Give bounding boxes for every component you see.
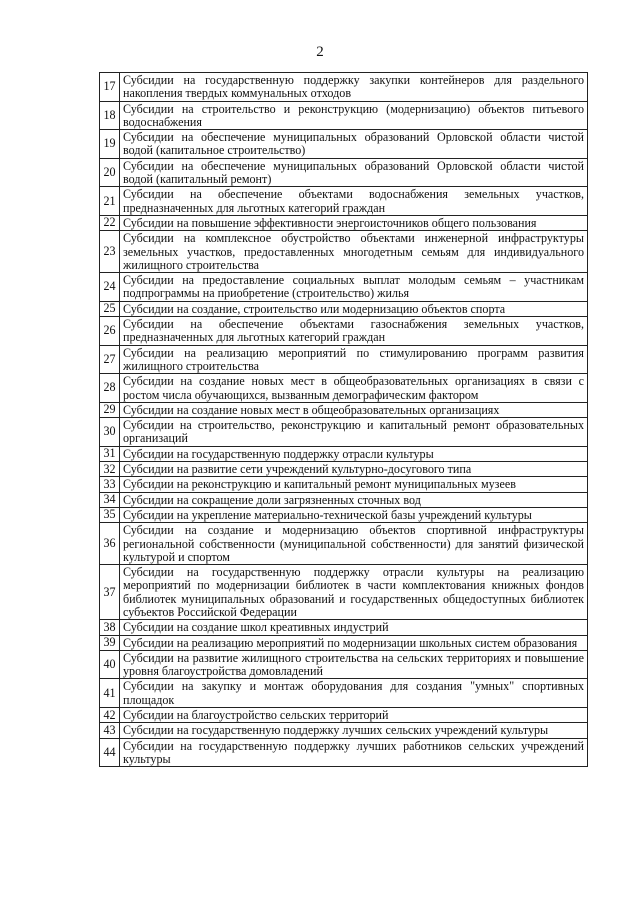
table-row xyxy=(100,738,588,767)
row-description: Субсидии на комплексное обустройство объектами инженерной инфраструктуры земельных участков, предоставленных многодетным семьям для индивидуального жилищного строительства xyxy=(120,231,588,273)
table-row xyxy=(100,301,588,316)
row-number: 38 xyxy=(100,620,120,635)
table-row xyxy=(100,492,588,507)
row-number: 21 xyxy=(100,187,120,216)
row-number: 30 xyxy=(100,418,120,447)
row-description: Субсидии на благоустройство сельских территорий xyxy=(120,708,588,723)
row-description: Субсидии на обеспечение объектами газоснабжения земельных участков, предназначенных для льготных категорий граждан xyxy=(120,317,588,346)
table-row xyxy=(100,130,588,159)
row-description: Субсидии на строительство и реконструкцию (модернизацию) объектов питьевого водоснабжения xyxy=(120,101,588,130)
table-row xyxy=(100,187,588,216)
row-description: Субсидии на создание новых мест в общеобразовательных организациях в связи с ростом числа обучающихся, вызванным демографическим фактором xyxy=(120,374,588,403)
row-description: Субсидии на реконструкцию и капитальный ремонт муниципальных музеев xyxy=(120,477,588,492)
row-number: 27 xyxy=(100,345,120,374)
table-row xyxy=(100,477,588,492)
row-number: 42 xyxy=(100,708,120,723)
row-description: Субсидии на государственную поддержку закупки контейнеров для раздельного накопления твердых коммунальных отходов xyxy=(120,73,588,102)
table-row xyxy=(100,620,588,635)
table-row xyxy=(100,374,588,403)
row-number: 19 xyxy=(100,130,120,159)
row-number: 39 xyxy=(100,635,120,650)
row-description: Субсидии на сокращение доли загрязненных сточных вод xyxy=(120,492,588,507)
row-description: Субсидии на государственную поддержку лучших сельских учреждений культуры xyxy=(120,723,588,738)
row-description: Субсидии на предоставление социальных выплат молодым семьям – участникам подпрограммы на приобретение (строительство) жилья xyxy=(120,273,588,302)
table-row xyxy=(100,679,588,708)
subsidies-table xyxy=(99,72,588,767)
row-description: Субсидии на обеспечение муниципальных образований Орловской области чистой водой (капитальный ремонт) xyxy=(120,158,588,187)
table-row xyxy=(100,723,588,738)
row-description: Субсидии на государственную поддержку отрасли культуры на реализацию мероприятий по модернизации библиотек в части комплектования книжных фондов библиотек муниципальных образований и государственных общедоступных библиотек субъектов Российской Федерации xyxy=(120,565,588,620)
row-number: 18 xyxy=(100,101,120,130)
row-number: 25 xyxy=(100,301,120,316)
table-row xyxy=(100,273,588,302)
table-row xyxy=(100,635,588,650)
table-row xyxy=(100,565,588,620)
table-row xyxy=(100,507,588,522)
table-row xyxy=(100,73,588,102)
row-description: Субсидии на создание школ креативных индустрий xyxy=(120,620,588,635)
table-row xyxy=(100,345,588,374)
row-number: 28 xyxy=(100,374,120,403)
row-number: 41 xyxy=(100,679,120,708)
row-number: 24 xyxy=(100,273,120,302)
row-description: Субсидии на реализацию мероприятий по стимулированию программ развития жилищного строительства xyxy=(120,345,588,374)
table-row xyxy=(100,708,588,723)
row-description: Субсидии на закупку и монтаж оборудования для создания "умных" спортивных площадок xyxy=(120,679,588,708)
row-description: Субсидии на реализацию мероприятий по модернизации школьных систем образования xyxy=(120,635,588,650)
row-description: Субсидии на развитие жилищного строительства на сельских территориях и повышение уровня благоустройства домовладений xyxy=(120,650,588,679)
row-number: 20 xyxy=(100,158,120,187)
row-number: 33 xyxy=(100,477,120,492)
row-description: Субсидии на строительство, реконструкцию и капитальный ремонт образовательных организаций xyxy=(120,418,588,447)
table-row xyxy=(100,523,588,565)
table-row xyxy=(100,231,588,273)
row-description: Субсидии на повышение эффективности энергоисточников общего пользования xyxy=(120,215,588,230)
table-row xyxy=(100,418,588,447)
row-number: 32 xyxy=(100,462,120,477)
row-number: 34 xyxy=(100,492,120,507)
row-description: Субсидии на укрепление материально-технической базы учреждений культуры xyxy=(120,507,588,522)
row-description: Субсидии на государственную поддержку лучших работников сельских учреждений культуры xyxy=(120,738,588,767)
row-number: 29 xyxy=(100,402,120,417)
table-row xyxy=(100,462,588,477)
table-row xyxy=(100,215,588,230)
row-number: 43 xyxy=(100,723,120,738)
table-row xyxy=(100,446,588,461)
row-description: Субсидии на государственную поддержку отрасли культуры xyxy=(120,446,588,461)
table-row xyxy=(100,158,588,187)
row-number: 22 xyxy=(100,215,120,230)
row-number: 36 xyxy=(100,523,120,565)
table-row xyxy=(100,317,588,346)
row-number: 17 xyxy=(100,73,120,102)
row-number: 23 xyxy=(100,231,120,273)
table-row xyxy=(100,650,588,679)
row-description: Субсидии на создание новых мест в общеобразовательных организациях xyxy=(120,402,588,417)
table-body xyxy=(100,73,588,767)
row-number: 26 xyxy=(100,317,120,346)
row-number: 37 xyxy=(100,565,120,620)
table-row xyxy=(100,101,588,130)
row-description: Субсидии на обеспечение объектами водоснабжения земельных участков, предназначенных для льготных категорий граждан xyxy=(120,187,588,216)
table-row xyxy=(100,402,588,417)
row-description: Субсидии на создание и модернизацию объектов спортивной инфраструктуры региональной собственности (муниципальной собственности) для занятий физической культурой и спортом xyxy=(120,523,588,565)
row-number: 44 xyxy=(100,738,120,767)
page-number: 2 xyxy=(316,44,324,60)
row-description: Субсидии на обеспечение муниципальных образований Орловской области чистой водой (капитальное строительство) xyxy=(120,130,588,159)
row-number: 31 xyxy=(100,446,120,461)
row-number: 35 xyxy=(100,507,120,522)
row-number: 40 xyxy=(100,650,120,679)
row-description: Субсидии на создание, строительство или модернизацию объектов спорта xyxy=(120,301,588,316)
row-description: Субсидии на развитие сети учреждений культурно-досугового типа xyxy=(120,462,588,477)
